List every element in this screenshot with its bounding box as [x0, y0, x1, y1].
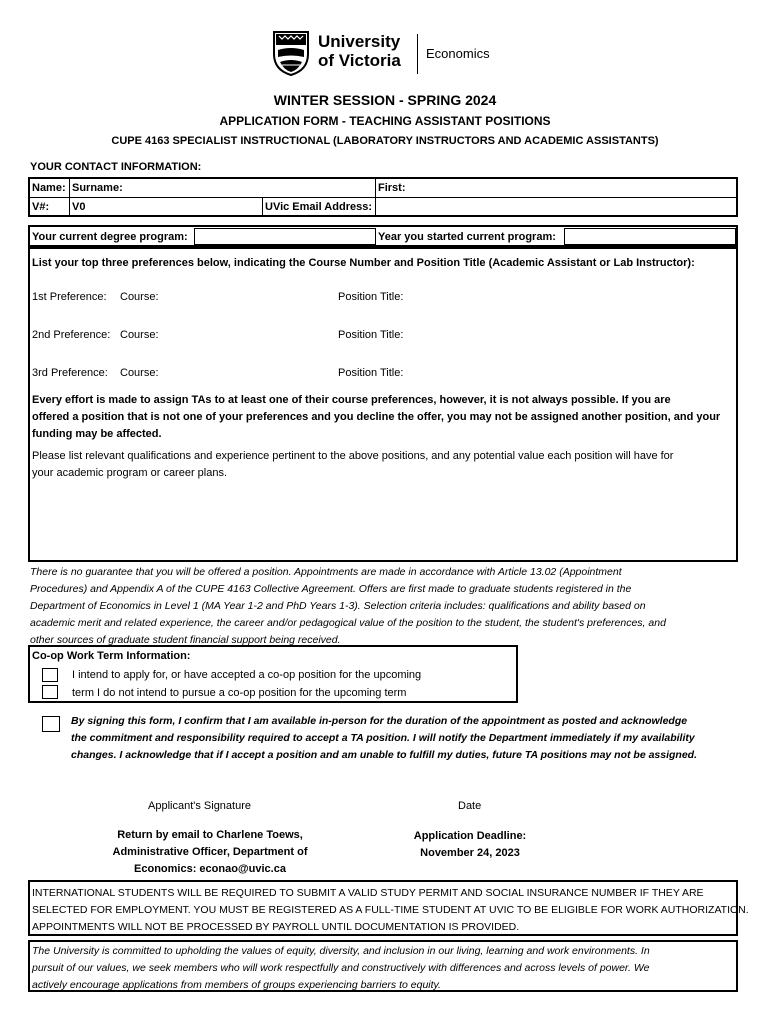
contact-row-divider — [30, 197, 736, 198]
return-info — [90, 827, 330, 878]
pref-2-course-label: Course: — [120, 329, 159, 341]
effort-line-3: funding may be affected. — [32, 428, 162, 440]
deadline-label: Application Deadline: — [413, 830, 527, 842]
applicant-signature-label: Applicant's Signature — [148, 800, 251, 812]
return-line-1: Return by email to Charlene Toews, — [117, 829, 303, 841]
equity-line-2: pursuit of our values, we seek members who will work respectfully and constructively with differences and across levels of power. We — [32, 962, 650, 974]
logo-divider — [417, 34, 418, 74]
department-name: Economics — [426, 46, 490, 61]
guarantee-line-3: Department of Economics in Level 1 (MA Year 1-2 and PhD Years 1-3). Selection criteria includes: qualifications and ability based on — [30, 600, 646, 612]
pref-2-position-input[interactable] — [415, 325, 735, 343]
col-divider-3 — [262, 198, 263, 217]
pref-1-course-label: Course: — [120, 291, 159, 303]
equity-line-3: actively encourage applications from members of groups experiencing barriers to equity. — [32, 979, 441, 991]
email-label: UVic Email Address: — [265, 201, 372, 213]
pref-2-position-label: Position Title: — [338, 329, 404, 341]
qualifications-input[interactable] — [32, 485, 735, 559]
guarantee-line-1: There is no guarantee that you will be offered a position. Appointments are made in accordance with Article 13.02 (Appointment — [30, 566, 622, 578]
guarantee-line-5: other sources of graduate student financial support being received. — [30, 634, 341, 646]
email-input[interactable] — [376, 199, 736, 215]
degree-label: Your current degree program: — [32, 231, 188, 243]
effort-line-2: offered a position that is not one of your preferences and you decline the offer, you may not be assigned another position, and your — [32, 411, 721, 423]
preferences-box — [28, 247, 738, 562]
year-label: Year you started current program: — [378, 231, 556, 243]
university-name-line1: University — [318, 32, 401, 51]
degree-row — [28, 225, 738, 247]
international-box — [28, 880, 749, 936]
equity-box — [28, 940, 738, 992]
qualifications-line-1: Please list relevant qualifications and experience pertinent to the above positions, and any potential value each position will have for — [32, 450, 674, 462]
effort-line-1: Every effort is made to assign TAs to at least one of their course preferences, however, it is not always possible. If you are — [32, 394, 671, 406]
first-input[interactable] — [415, 180, 735, 196]
form-title: APPLICATION FORM - TEACHING ASSISTANT POSITIONS — [219, 114, 551, 128]
year-input[interactable] — [564, 228, 736, 245]
international-line-2: SELECTED FOR EMPLOYMENT. YOU MUST BE REGISTERED AS A FULL-TIME STUDENT AT UVIC TO BE ELIGIBLE FOR WORK AUTHORIZATION. — [32, 904, 749, 916]
confirm-checkbox[interactable] — [42, 716, 60, 732]
pref-1-position-label: Position Title: — [338, 291, 404, 303]
contact-table — [28, 177, 738, 217]
pref-1-course-input[interactable] — [165, 287, 335, 305]
confirm-line-1: By signing this form, I confirm that I am available in-person for the duration of the appointment as posted and acknowledge — [71, 715, 688, 727]
preferences-intro: List your top three preferences below, indicating the Course Number and Position Title (Academic Assistant or Lab Instructor): — [32, 257, 695, 269]
confirm-line-3: changes. I acknowledge that if I accept a position and am unable to fulfill my duties, future TA positions may not be assigned. — [71, 749, 698, 761]
confirm-line-2: the commitment and responsibility required to accept a TA position. I will notify the Department immediately if my availability — [71, 732, 695, 744]
pref-3-course-input[interactable] — [165, 363, 335, 381]
pref-3-position-input[interactable] — [415, 363, 735, 381]
pref-3-label: 3rd Preference: — [32, 367, 108, 379]
pref-2-course-input[interactable] — [165, 325, 335, 343]
coop-option-2: term I do not intend to pursue a co-op position for the upcoming term — [72, 687, 407, 699]
date-input[interactable] — [410, 780, 530, 800]
pref-2-label: 2nd Preference: — [32, 329, 111, 341]
contact-heading: YOUR CONTACT INFORMATION: — [30, 161, 202, 173]
vnum-label: V#: — [32, 201, 50, 213]
name-label: Name: — [32, 182, 66, 194]
col-divider-1 — [69, 179, 70, 215]
coop-checkbox-2[interactable] — [42, 685, 58, 699]
qualifications-line-2: your academic program or career plans. — [32, 467, 228, 479]
coop-heading: Co-op Work Term Information: — [32, 650, 191, 662]
coop-option-1: I intend to apply for, or have accepted a co-op position for the upcoming — [72, 669, 422, 681]
return-line-2: Administrative Officer, Department of — [112, 846, 308, 858]
international-line-1: INTERNATIONAL STUDENTS WILL BE REQUIRED TO SUBMIT A VALID STUDY PERMIT AND SOCIAL INSURANCE NUMBER IF THEY ARE — [32, 887, 704, 899]
pref-1-position-input[interactable] — [415, 287, 735, 305]
vnum-input[interactable]: V0 — [72, 201, 86, 213]
international-line-3: APPOINTMENTS WILL NOT BE PROCESSED BY PAYROLL UNTIL DOCUMENTATION IS PROVIDED. — [32, 921, 520, 933]
guarantee-line-4: academic merit and related experience, the career and/or pedagogical value of the position to the student, the student's preferences, and — [30, 617, 666, 629]
degree-input[interactable] — [194, 228, 376, 245]
applicant-signature-input[interactable] — [110, 780, 290, 800]
date-label: Date — [458, 800, 482, 812]
university-name-line2: of Victoria — [318, 51, 401, 70]
surname-label: Surname: — [72, 182, 123, 194]
surname-input[interactable] — [130, 180, 374, 196]
coop-box — [28, 645, 518, 703]
return-line-3: Economics: econao@uvic.ca — [134, 863, 286, 875]
logo-block — [272, 30, 502, 78]
guarantee-text — [30, 564, 740, 649]
pref-1-label: 1st Preference: — [32, 291, 107, 303]
confirm-text — [71, 713, 697, 764]
pref-3-position-label: Position Title: — [338, 367, 404, 379]
pref-3-course-label: Course: — [120, 367, 159, 379]
first-label: First: — [378, 182, 406, 194]
deadline-date: November 24, 2023 — [420, 847, 520, 859]
deadline-info — [380, 828, 560, 862]
guarantee-line-2: Procedures) and Appendix A of the CUPE 4163 Collective Agreement. Offers are first made to graduate students registered in the — [30, 583, 632, 595]
equity-line-1: The University is committed to upholding the values of equity, diversity, and inclusion in our living, learning and work environments. In — [32, 945, 650, 957]
session-title: WINTER SESSION - SPRING 2024 — [273, 92, 497, 108]
university-crest-icon — [272, 30, 310, 76]
coop-checkbox-1[interactable] — [42, 668, 58, 682]
union-title: CUPE 4163 SPECIALIST INSTRUCTIONAL (LABORATORY INSTRUCTORS AND ACADEMIC ASSISTANTS) — [111, 135, 659, 147]
